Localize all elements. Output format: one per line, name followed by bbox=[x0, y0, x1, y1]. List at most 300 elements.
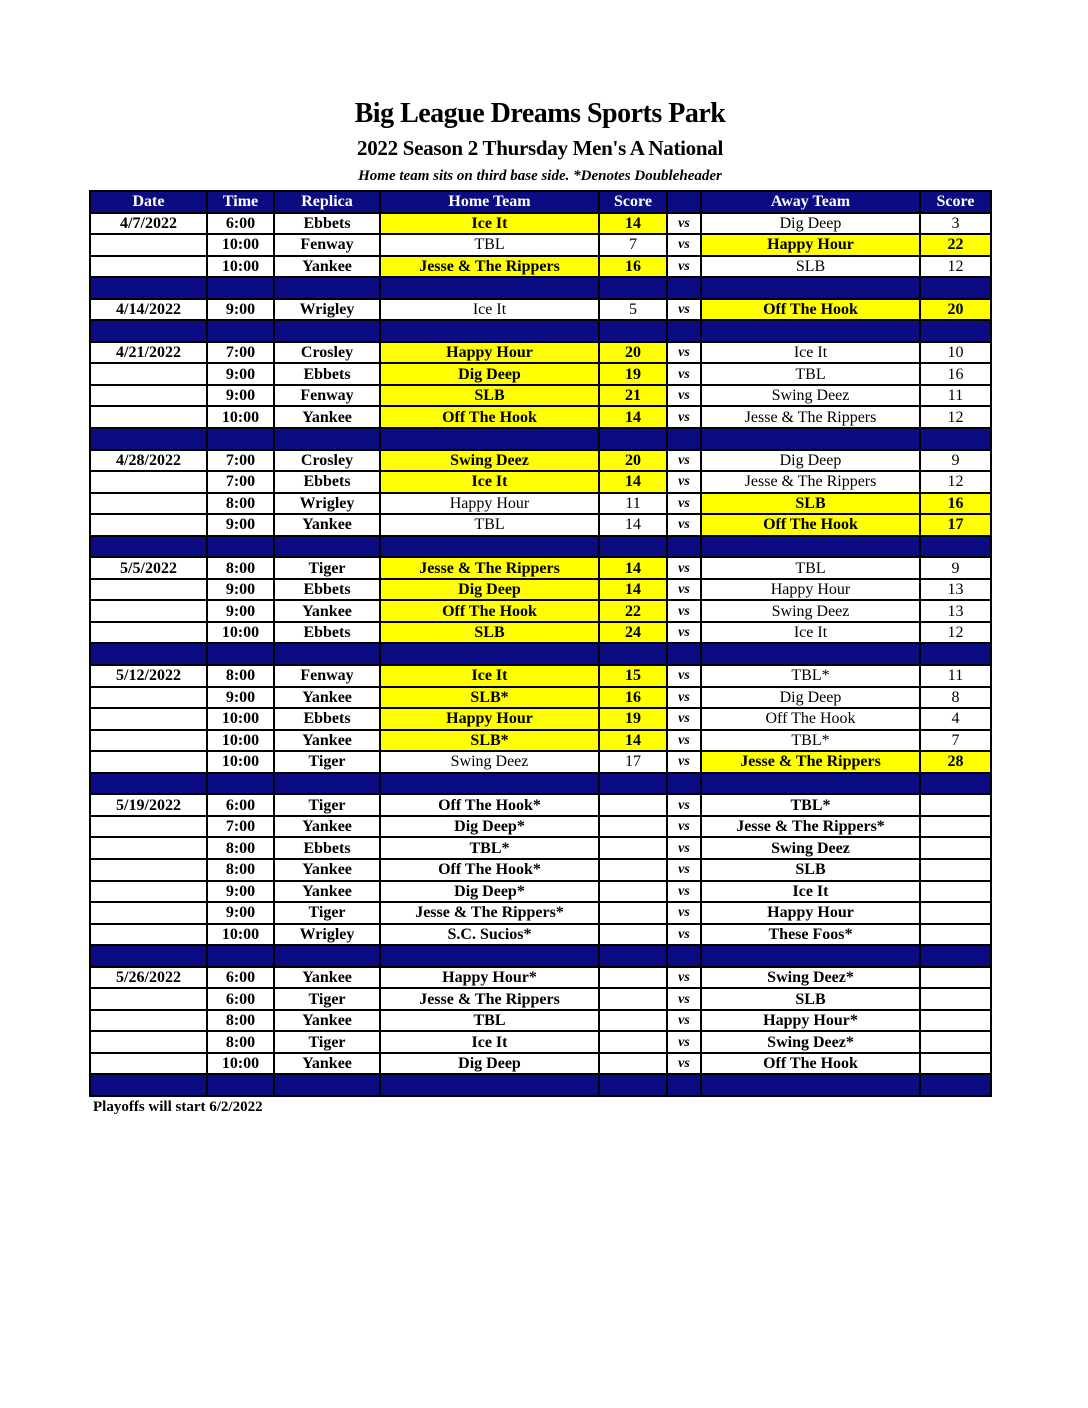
away-team-cell: TBL bbox=[701, 363, 920, 385]
vs-label: vs bbox=[667, 816, 701, 838]
week-separator-row bbox=[90, 536, 991, 558]
replica-cell: Ebbets bbox=[274, 622, 380, 644]
separator-cell bbox=[274, 643, 380, 665]
separator-cell bbox=[701, 428, 920, 450]
date-cell bbox=[90, 751, 207, 773]
separator-cell bbox=[920, 428, 991, 450]
time-cell: 10:00 bbox=[207, 256, 274, 278]
home-team-cell: Ice It bbox=[380, 213, 599, 235]
away-team-cell: SLB bbox=[701, 256, 920, 278]
separator-cell bbox=[701, 1074, 920, 1096]
time-cell: 6:00 bbox=[207, 967, 274, 989]
separator-cell bbox=[667, 428, 701, 450]
separator-cell bbox=[274, 1074, 380, 1096]
home-team-cell: Off The Hook* bbox=[380, 859, 599, 881]
replica-cell: Tiger bbox=[274, 988, 380, 1010]
date-cell bbox=[90, 988, 207, 1010]
home-team-cell: Happy Hour* bbox=[380, 967, 599, 989]
table-row bbox=[90, 299, 991, 321]
away-score-cell: 4 bbox=[920, 708, 991, 730]
vs-label: vs bbox=[667, 471, 701, 493]
col-away-score: Score bbox=[920, 191, 991, 213]
away-score-cell bbox=[920, 1053, 991, 1075]
time-cell: 9:00 bbox=[207, 881, 274, 903]
replica-cell: Yankee bbox=[274, 967, 380, 989]
separator-cell bbox=[667, 773, 701, 795]
away-team-cell: Happy Hour bbox=[701, 234, 920, 256]
date-cell: 5/12/2022 bbox=[90, 665, 207, 687]
replica-cell: Yankee bbox=[274, 816, 380, 838]
table-row bbox=[90, 837, 991, 859]
separator-cell bbox=[207, 773, 274, 795]
separator-cell bbox=[920, 643, 991, 665]
vs-label: vs bbox=[667, 687, 701, 709]
col-away-team: Away Team bbox=[701, 191, 920, 213]
replica-cell: Ebbets bbox=[274, 363, 380, 385]
replica-cell: Yankee bbox=[274, 406, 380, 428]
time-cell: 8:00 bbox=[207, 1010, 274, 1032]
separator-cell bbox=[380, 945, 599, 967]
table-row bbox=[90, 1053, 991, 1075]
separator-cell bbox=[380, 536, 599, 558]
separator-cell bbox=[380, 277, 599, 299]
time-cell: 10:00 bbox=[207, 708, 274, 730]
separator-cell bbox=[380, 773, 599, 795]
away-team-cell: Jesse & The Rippers bbox=[701, 406, 920, 428]
home-score-cell bbox=[599, 1010, 667, 1032]
separator-cell bbox=[207, 277, 274, 299]
replica-cell: Tiger bbox=[274, 557, 380, 579]
separator-cell bbox=[920, 536, 991, 558]
replica-cell: Fenway bbox=[274, 234, 380, 256]
table-row bbox=[90, 687, 991, 709]
home-team-cell: Dig Deep* bbox=[380, 816, 599, 838]
home-team-cell: SLB bbox=[380, 622, 599, 644]
away-score-cell bbox=[920, 859, 991, 881]
table-row bbox=[90, 1010, 991, 1032]
time-cell: 8:00 bbox=[207, 557, 274, 579]
away-team-cell: Jesse & The Rippers* bbox=[701, 816, 920, 838]
away-team-cell: Off The Hook bbox=[701, 299, 920, 321]
table-row bbox=[90, 1031, 991, 1053]
away-score-cell: 12 bbox=[920, 406, 991, 428]
date-cell bbox=[90, 902, 207, 924]
home-team-cell: Happy Hour bbox=[380, 342, 599, 364]
date-cell bbox=[90, 363, 207, 385]
home-team-cell: Ice It bbox=[380, 471, 599, 493]
replica-cell: Tiger bbox=[274, 794, 380, 816]
separator-cell bbox=[701, 773, 920, 795]
home-score-cell bbox=[599, 816, 667, 838]
home-team-cell: Jesse & The Rippers bbox=[380, 557, 599, 579]
away-team-cell: Jesse & The Rippers bbox=[701, 471, 920, 493]
away-score-cell bbox=[920, 988, 991, 1010]
home-score-cell bbox=[599, 837, 667, 859]
away-team-cell: TBL* bbox=[701, 665, 920, 687]
separator-cell bbox=[90, 643, 207, 665]
page-subtitle: 2022 Season 2 Thursday Men's A National bbox=[357, 136, 723, 160]
vs-label: vs bbox=[667, 299, 701, 321]
week-separator-row bbox=[90, 428, 991, 450]
date-cell bbox=[90, 924, 207, 946]
away-score-cell: 20 bbox=[920, 299, 991, 321]
separator-cell bbox=[701, 536, 920, 558]
separator-cell bbox=[90, 945, 207, 967]
away-team-cell: Dig Deep bbox=[701, 213, 920, 235]
time-cell: 8:00 bbox=[207, 1031, 274, 1053]
vs-label: vs bbox=[667, 988, 701, 1010]
home-score-cell: 22 bbox=[599, 600, 667, 622]
vs-label: vs bbox=[667, 665, 701, 687]
col-time: Time bbox=[207, 191, 274, 213]
separator-cell bbox=[599, 536, 667, 558]
away-team-cell: Off The Hook bbox=[701, 1053, 920, 1075]
time-cell: 10:00 bbox=[207, 406, 274, 428]
table-row bbox=[90, 493, 991, 515]
date-cell bbox=[90, 708, 207, 730]
time-cell: 6:00 bbox=[207, 794, 274, 816]
away-team-cell: Swing Deez* bbox=[701, 967, 920, 989]
table-row bbox=[90, 622, 991, 644]
date-cell: 4/21/2022 bbox=[90, 342, 207, 364]
home-team-cell: Jesse & The Rippers bbox=[380, 256, 599, 278]
separator-cell bbox=[920, 1074, 991, 1096]
away-score-cell: 11 bbox=[920, 665, 991, 687]
separator-cell bbox=[90, 1074, 207, 1096]
separator-cell bbox=[667, 1074, 701, 1096]
away-team-cell: Off The Hook bbox=[701, 514, 920, 536]
date-cell bbox=[90, 600, 207, 622]
table-row bbox=[90, 579, 991, 601]
time-cell: 9:00 bbox=[207, 514, 274, 536]
home-team-cell: Ice It bbox=[380, 665, 599, 687]
home-team-cell: Jesse & The Rippers* bbox=[380, 902, 599, 924]
separator-cell bbox=[274, 277, 380, 299]
replica-cell: Wrigley bbox=[274, 924, 380, 946]
table-row bbox=[90, 514, 991, 536]
table-row bbox=[90, 902, 991, 924]
table-row bbox=[90, 751, 991, 773]
vs-label: vs bbox=[667, 751, 701, 773]
time-cell: 7:00 bbox=[207, 450, 274, 472]
separator-cell bbox=[380, 1074, 599, 1096]
vs-label: vs bbox=[667, 967, 701, 989]
separator-cell bbox=[667, 320, 701, 342]
separator-cell bbox=[380, 428, 599, 450]
separator-cell bbox=[207, 1074, 274, 1096]
separator-cell bbox=[701, 945, 920, 967]
date-cell bbox=[90, 816, 207, 838]
home-team-cell: SLB* bbox=[380, 687, 599, 709]
table-row bbox=[90, 794, 991, 816]
vs-label: vs bbox=[667, 450, 701, 472]
week-separator-row bbox=[90, 643, 991, 665]
replica-cell: Yankee bbox=[274, 881, 380, 903]
away-score-cell bbox=[920, 1010, 991, 1032]
home-team-cell: TBL bbox=[380, 1010, 599, 1032]
vs-label: vs bbox=[667, 837, 701, 859]
home-team-cell: Off The Hook* bbox=[380, 794, 599, 816]
time-cell: 6:00 bbox=[207, 213, 274, 235]
table-row bbox=[90, 665, 991, 687]
away-score-cell: 13 bbox=[920, 600, 991, 622]
vs-label: vs bbox=[667, 730, 701, 752]
table-row bbox=[90, 256, 991, 278]
home-score-cell: 16 bbox=[599, 256, 667, 278]
date-cell bbox=[90, 837, 207, 859]
home-score-cell: 24 bbox=[599, 622, 667, 644]
separator-cell bbox=[90, 320, 207, 342]
schedule-table bbox=[89, 190, 992, 1097]
away-team-cell: SLB bbox=[701, 988, 920, 1010]
vs-label: vs bbox=[667, 493, 701, 515]
table-row bbox=[90, 924, 991, 946]
date-cell: 4/14/2022 bbox=[90, 299, 207, 321]
time-cell: 9:00 bbox=[207, 902, 274, 924]
col-home-score: Score bbox=[599, 191, 667, 213]
separator-cell bbox=[274, 320, 380, 342]
time-cell: 9:00 bbox=[207, 363, 274, 385]
table-row bbox=[90, 557, 991, 579]
away-score-cell: 9 bbox=[920, 450, 991, 472]
home-team-cell: Dig Deep* bbox=[380, 881, 599, 903]
vs-label: vs bbox=[667, 213, 701, 235]
time-cell: 8:00 bbox=[207, 493, 274, 515]
away-team-cell: Happy Hour bbox=[701, 579, 920, 601]
away-score-cell: 13 bbox=[920, 579, 991, 601]
vs-label: vs bbox=[667, 881, 701, 903]
time-cell: 7:00 bbox=[207, 342, 274, 364]
date-cell bbox=[90, 514, 207, 536]
separator-cell bbox=[274, 536, 380, 558]
separator-cell bbox=[207, 643, 274, 665]
replica-cell: Yankee bbox=[274, 514, 380, 536]
home-team-cell: TBL* bbox=[380, 837, 599, 859]
home-score-cell bbox=[599, 988, 667, 1010]
date-cell bbox=[90, 234, 207, 256]
time-cell: 10:00 bbox=[207, 924, 274, 946]
col-replica: Replica bbox=[274, 191, 380, 213]
away-score-cell: 3 bbox=[920, 213, 991, 235]
table-row bbox=[90, 450, 991, 472]
home-team-cell: Dig Deep bbox=[380, 363, 599, 385]
separator-cell bbox=[920, 945, 991, 967]
separator-cell bbox=[207, 536, 274, 558]
home-score-cell: 21 bbox=[599, 385, 667, 407]
replica-cell: Ebbets bbox=[274, 579, 380, 601]
home-team-cell: Happy Hour bbox=[380, 493, 599, 515]
time-cell: 8:00 bbox=[207, 859, 274, 881]
home-team-cell: SLB bbox=[380, 385, 599, 407]
away-score-cell: 12 bbox=[920, 622, 991, 644]
home-score-cell: 14 bbox=[599, 471, 667, 493]
time-cell: 10:00 bbox=[207, 234, 274, 256]
away-team-cell: Happy Hour bbox=[701, 902, 920, 924]
page-title: Big League Dreams Sports Park bbox=[354, 98, 726, 129]
date-cell bbox=[90, 493, 207, 515]
separator-cell bbox=[90, 428, 207, 450]
separator-cell bbox=[599, 428, 667, 450]
replica-cell: Crosley bbox=[274, 450, 380, 472]
vs-label: vs bbox=[667, 256, 701, 278]
home-score-cell: 5 bbox=[599, 299, 667, 321]
separator-cell bbox=[701, 320, 920, 342]
away-score-cell bbox=[920, 837, 991, 859]
time-cell: 9:00 bbox=[207, 299, 274, 321]
week-separator-row bbox=[90, 277, 991, 299]
away-team-cell: Ice It bbox=[701, 881, 920, 903]
home-score-cell: 16 bbox=[599, 687, 667, 709]
separator-cell bbox=[599, 1074, 667, 1096]
separator-cell bbox=[599, 945, 667, 967]
home-score-cell: 15 bbox=[599, 665, 667, 687]
away-score-cell: 9 bbox=[920, 557, 991, 579]
separator-cell bbox=[667, 536, 701, 558]
separator-cell bbox=[599, 643, 667, 665]
home-score-cell bbox=[599, 924, 667, 946]
home-team-cell: Happy Hour bbox=[380, 708, 599, 730]
home-score-cell bbox=[599, 1031, 667, 1053]
replica-cell: Tiger bbox=[274, 751, 380, 773]
away-score-cell: 28 bbox=[920, 751, 991, 773]
date-cell bbox=[90, 881, 207, 903]
separator-cell bbox=[667, 643, 701, 665]
away-score-cell bbox=[920, 881, 991, 903]
table-row bbox=[90, 816, 991, 838]
date-cell: 4/28/2022 bbox=[90, 450, 207, 472]
home-score-cell: 14 bbox=[599, 406, 667, 428]
date-cell: 5/26/2022 bbox=[90, 967, 207, 989]
separator-cell bbox=[599, 773, 667, 795]
home-team-cell: Swing Deez bbox=[380, 450, 599, 472]
separator-cell bbox=[920, 320, 991, 342]
replica-cell: Ebbets bbox=[274, 213, 380, 235]
home-score-cell bbox=[599, 1053, 667, 1075]
away-score-cell: 11 bbox=[920, 385, 991, 407]
table-row bbox=[90, 363, 991, 385]
time-cell: 10:00 bbox=[207, 751, 274, 773]
table-row bbox=[90, 708, 991, 730]
home-score-cell: 19 bbox=[599, 363, 667, 385]
home-score-cell: 17 bbox=[599, 751, 667, 773]
away-team-cell: TBL* bbox=[701, 794, 920, 816]
vs-label: vs bbox=[667, 234, 701, 256]
date-cell bbox=[90, 579, 207, 601]
replica-cell: Crosley bbox=[274, 342, 380, 364]
separator-cell bbox=[701, 277, 920, 299]
vs-label: vs bbox=[667, 708, 701, 730]
table-row bbox=[90, 406, 991, 428]
col-date: Date bbox=[90, 191, 207, 213]
replica-cell: Tiger bbox=[274, 902, 380, 924]
away-team-cell: TBL bbox=[701, 557, 920, 579]
home-score-cell: 14 bbox=[599, 213, 667, 235]
table-row bbox=[90, 600, 991, 622]
time-cell: 10:00 bbox=[207, 730, 274, 752]
replica-cell: Yankee bbox=[274, 1053, 380, 1075]
table-row bbox=[90, 881, 991, 903]
away-score-cell: 7 bbox=[920, 730, 991, 752]
separator-cell bbox=[90, 536, 207, 558]
date-cell bbox=[90, 622, 207, 644]
away-team-cell: TBL* bbox=[701, 730, 920, 752]
vs-label: vs bbox=[667, 1010, 701, 1032]
vs-label: vs bbox=[667, 1053, 701, 1075]
away-team-cell: Happy Hour* bbox=[701, 1010, 920, 1032]
away-team-cell: Ice It bbox=[701, 622, 920, 644]
vs-label: vs bbox=[667, 557, 701, 579]
table-row bbox=[90, 385, 991, 407]
table-row bbox=[90, 859, 991, 881]
replica-cell: Yankee bbox=[274, 687, 380, 709]
col-home-team: Home Team bbox=[380, 191, 599, 213]
away-team-cell: Ice It bbox=[701, 342, 920, 364]
home-score-cell: 14 bbox=[599, 730, 667, 752]
vs-label: vs bbox=[667, 902, 701, 924]
home-team-cell: S.C. Sucios* bbox=[380, 924, 599, 946]
home-score-cell: 19 bbox=[599, 708, 667, 730]
home-score-cell bbox=[599, 881, 667, 903]
vs-label: vs bbox=[667, 406, 701, 428]
home-score-cell bbox=[599, 967, 667, 989]
away-score-cell: 16 bbox=[920, 363, 991, 385]
week-separator-row bbox=[90, 773, 991, 795]
separator-cell bbox=[701, 643, 920, 665]
time-cell: 8:00 bbox=[207, 665, 274, 687]
replica-cell: Wrigley bbox=[274, 299, 380, 321]
table-row bbox=[90, 234, 991, 256]
table-row bbox=[90, 988, 991, 1010]
replica-cell: Yankee bbox=[274, 730, 380, 752]
vs-label: vs bbox=[667, 794, 701, 816]
table-row bbox=[90, 342, 991, 364]
away-team-cell: Off The Hook bbox=[701, 708, 920, 730]
date-cell bbox=[90, 1010, 207, 1032]
replica-cell: Wrigley bbox=[274, 493, 380, 515]
time-cell: 9:00 bbox=[207, 687, 274, 709]
separator-cell bbox=[207, 320, 274, 342]
replica-cell: Ebbets bbox=[274, 471, 380, 493]
home-score-cell: 14 bbox=[599, 579, 667, 601]
home-score-cell: 11 bbox=[599, 493, 667, 515]
away-team-cell: Swing Deez bbox=[701, 837, 920, 859]
week-separator-row bbox=[90, 1074, 991, 1096]
home-score-cell bbox=[599, 902, 667, 924]
away-team-cell: Dig Deep bbox=[701, 687, 920, 709]
home-score-cell: 20 bbox=[599, 450, 667, 472]
time-cell: 7:00 bbox=[207, 816, 274, 838]
replica-cell: Fenway bbox=[274, 385, 380, 407]
replica-cell: Yankee bbox=[274, 1010, 380, 1032]
home-team-cell: TBL bbox=[380, 234, 599, 256]
home-team-cell: Ice It bbox=[380, 1031, 599, 1053]
date-cell bbox=[90, 1053, 207, 1075]
week-separator-row bbox=[90, 945, 991, 967]
table-row bbox=[90, 471, 991, 493]
vs-label: vs bbox=[667, 924, 701, 946]
vs-label: vs bbox=[667, 600, 701, 622]
away-team-cell: Dig Deep bbox=[701, 450, 920, 472]
time-cell: 6:00 bbox=[207, 988, 274, 1010]
time-cell: 10:00 bbox=[207, 622, 274, 644]
time-cell: 9:00 bbox=[207, 579, 274, 601]
time-cell: 8:00 bbox=[207, 837, 274, 859]
away-score-cell: 10 bbox=[920, 342, 991, 364]
date-cell bbox=[90, 471, 207, 493]
replica-cell: Tiger bbox=[274, 1031, 380, 1053]
away-team-cell: SLB bbox=[701, 859, 920, 881]
vs-label: vs bbox=[667, 363, 701, 385]
